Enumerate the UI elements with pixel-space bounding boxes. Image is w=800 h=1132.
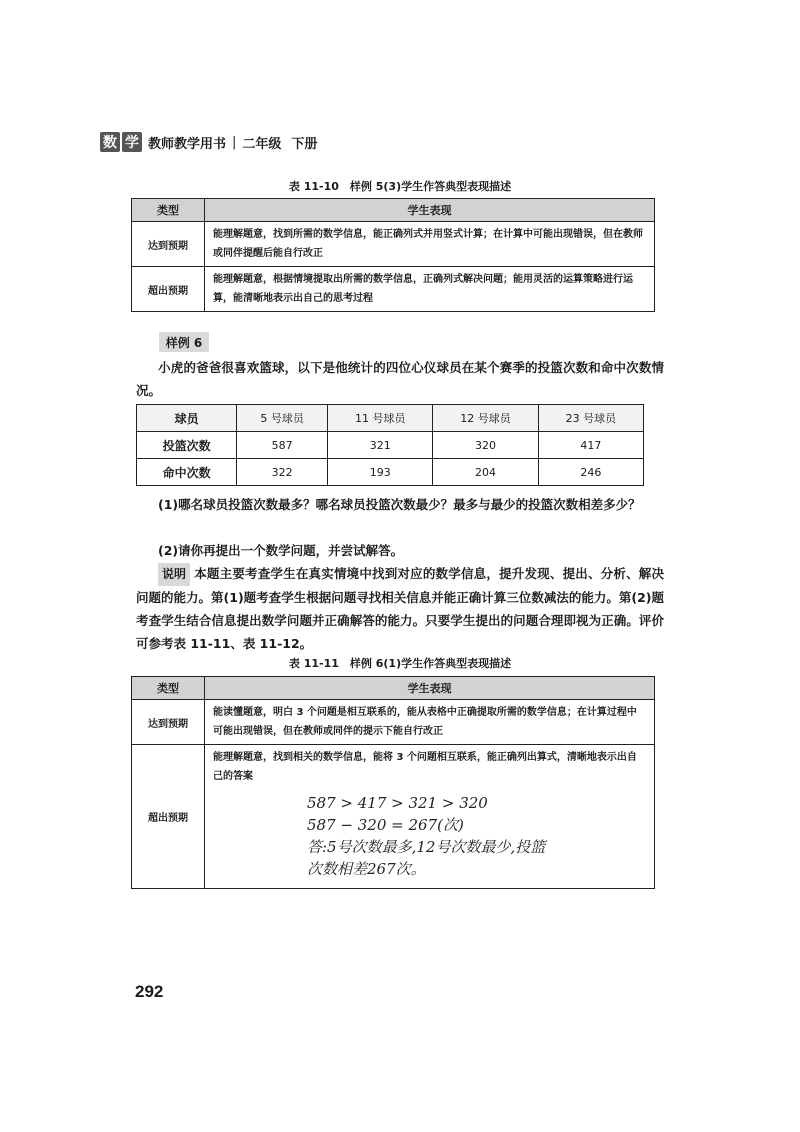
row-type: 超出预期: [132, 745, 205, 889]
question-1-text: (1)哪名球员投篮次数最多？哪名球员投篮次数最少？最多与最少的投篮次数相差多少？: [158, 497, 641, 512]
running-header: [100, 130, 317, 154]
row-type: 达到预期: [132, 222, 205, 267]
explanation-text: 本题主要考查学生在真实情境中找到对应的数学信息，提升发现、提出、分析、解决问题的能力。第(1)题考查学生根据问题寻找相关信息并能正确计算三位数减法的能力。第(2)题考查学生结合信息提出数学问题并正确解答的能力。只要学生提出的问题合理即视为正确。评价可参考表 11-11、表 11-12。: [136, 566, 664, 651]
header-cell: 12 号球员: [433, 405, 538, 432]
player-stats-table: [136, 404, 644, 486]
table-header-row: [137, 405, 644, 432]
table-row: [137, 459, 644, 486]
explanation: [136, 562, 664, 655]
hand-line: 答:5号次数最多,12号次数最少,投篮: [307, 838, 546, 856]
row-desc: 能理解题意，根据情境提取出所需的数学信息，正确列式解决问题；能用灵活的运算策略进行运算，能清晰地表示出自己的思考过程: [205, 267, 655, 312]
hand-line: 587 > 417 > 321 > 320: [307, 794, 488, 812]
header-cell: 5 号球员: [237, 405, 328, 432]
row-desc-cell: [205, 745, 655, 889]
row-label: 命中次数: [137, 459, 237, 486]
table-cell: 320: [433, 432, 538, 459]
header-cell: 23 号球员: [538, 405, 643, 432]
col-perf-header: 学生表现: [205, 199, 655, 222]
table-cell: 322: [237, 459, 328, 486]
table-cell: 193: [328, 459, 433, 486]
table2: [131, 676, 655, 889]
book-title: 教师教学用书: [148, 136, 227, 152]
table-cell: 587: [237, 432, 328, 459]
volume-label: 下册: [291, 136, 318, 152]
question-1: [136, 493, 664, 516]
table-row: [137, 432, 644, 459]
sample-intro-text: 小虎的爸爸很喜欢篮球，以下是他统计的四位心仪球员在某个赛季的投篮次数和命中次数情况。: [136, 360, 664, 398]
hand-line: 次数相差267次。: [307, 860, 426, 878]
row-label: 投篮次数: [137, 432, 237, 459]
logo-char-1: 数: [100, 132, 120, 152]
sample-label: 样例 6: [159, 332, 209, 352]
table1: [131, 198, 655, 312]
table-cell: 246: [538, 459, 643, 486]
header-separator: |: [232, 134, 237, 150]
sample-intro: [136, 356, 664, 402]
table-cell: 321: [328, 432, 433, 459]
subject-logo: [100, 132, 144, 152]
table-row: [132, 700, 655, 745]
table-row: [132, 267, 655, 312]
question-2-text: (2)请你再提出一个数学问题，并尝试解答。: [158, 543, 404, 558]
grade-label: 二年级: [242, 136, 282, 152]
col-type-header: 类型: [132, 199, 205, 222]
hand-line: 587 − 320 = 267(次): [307, 816, 464, 834]
logo-char-2: 学: [122, 132, 142, 152]
page-number: 292: [135, 982, 164, 1001]
row-desc: 能理解题意，找到相关的数学信息，能将 3 个问题相互联系，能正确列出算式，清晰地表示出自己的答案: [213, 752, 637, 782]
row-type: 达到预期: [132, 700, 205, 745]
header-cell: 球员: [137, 405, 237, 432]
table2-caption: 表 11-11 样例 6(1)学生作答典型表现描述: [288, 657, 512, 670]
row-desc: 能理解题意，找到所需的数学信息，能正确列式并用竖式计算；在计算中可能出现错误，但在教师或同伴提醒后能自行改正: [205, 222, 655, 267]
table1-caption: 表 11-10 样例 5(3)学生作答典型表现描述: [288, 180, 512, 193]
table-cell: 417: [538, 432, 643, 459]
table-cell: 204: [433, 459, 538, 486]
question-2: [136, 539, 664, 562]
table-row: [132, 745, 655, 889]
table-header-row: [132, 199, 655, 222]
row-type: 超出预期: [132, 267, 205, 312]
row-desc: 能读懂题意，明白 3 个问题是相互联系的，能从表格中正确提取所需的数学信息；在计算过程中可能出现错误，但在教师或同伴的提示下能自行改正: [205, 700, 655, 745]
note-tag: 说明: [158, 563, 190, 586]
header-cell: 11 号球员: [328, 405, 433, 432]
col-type-header: 类型: [132, 677, 205, 700]
handwritten-answer: [307, 792, 646, 880]
col-perf-header: 学生表现: [205, 677, 655, 700]
table-row: [132, 222, 655, 267]
table-header-row: [132, 677, 655, 700]
